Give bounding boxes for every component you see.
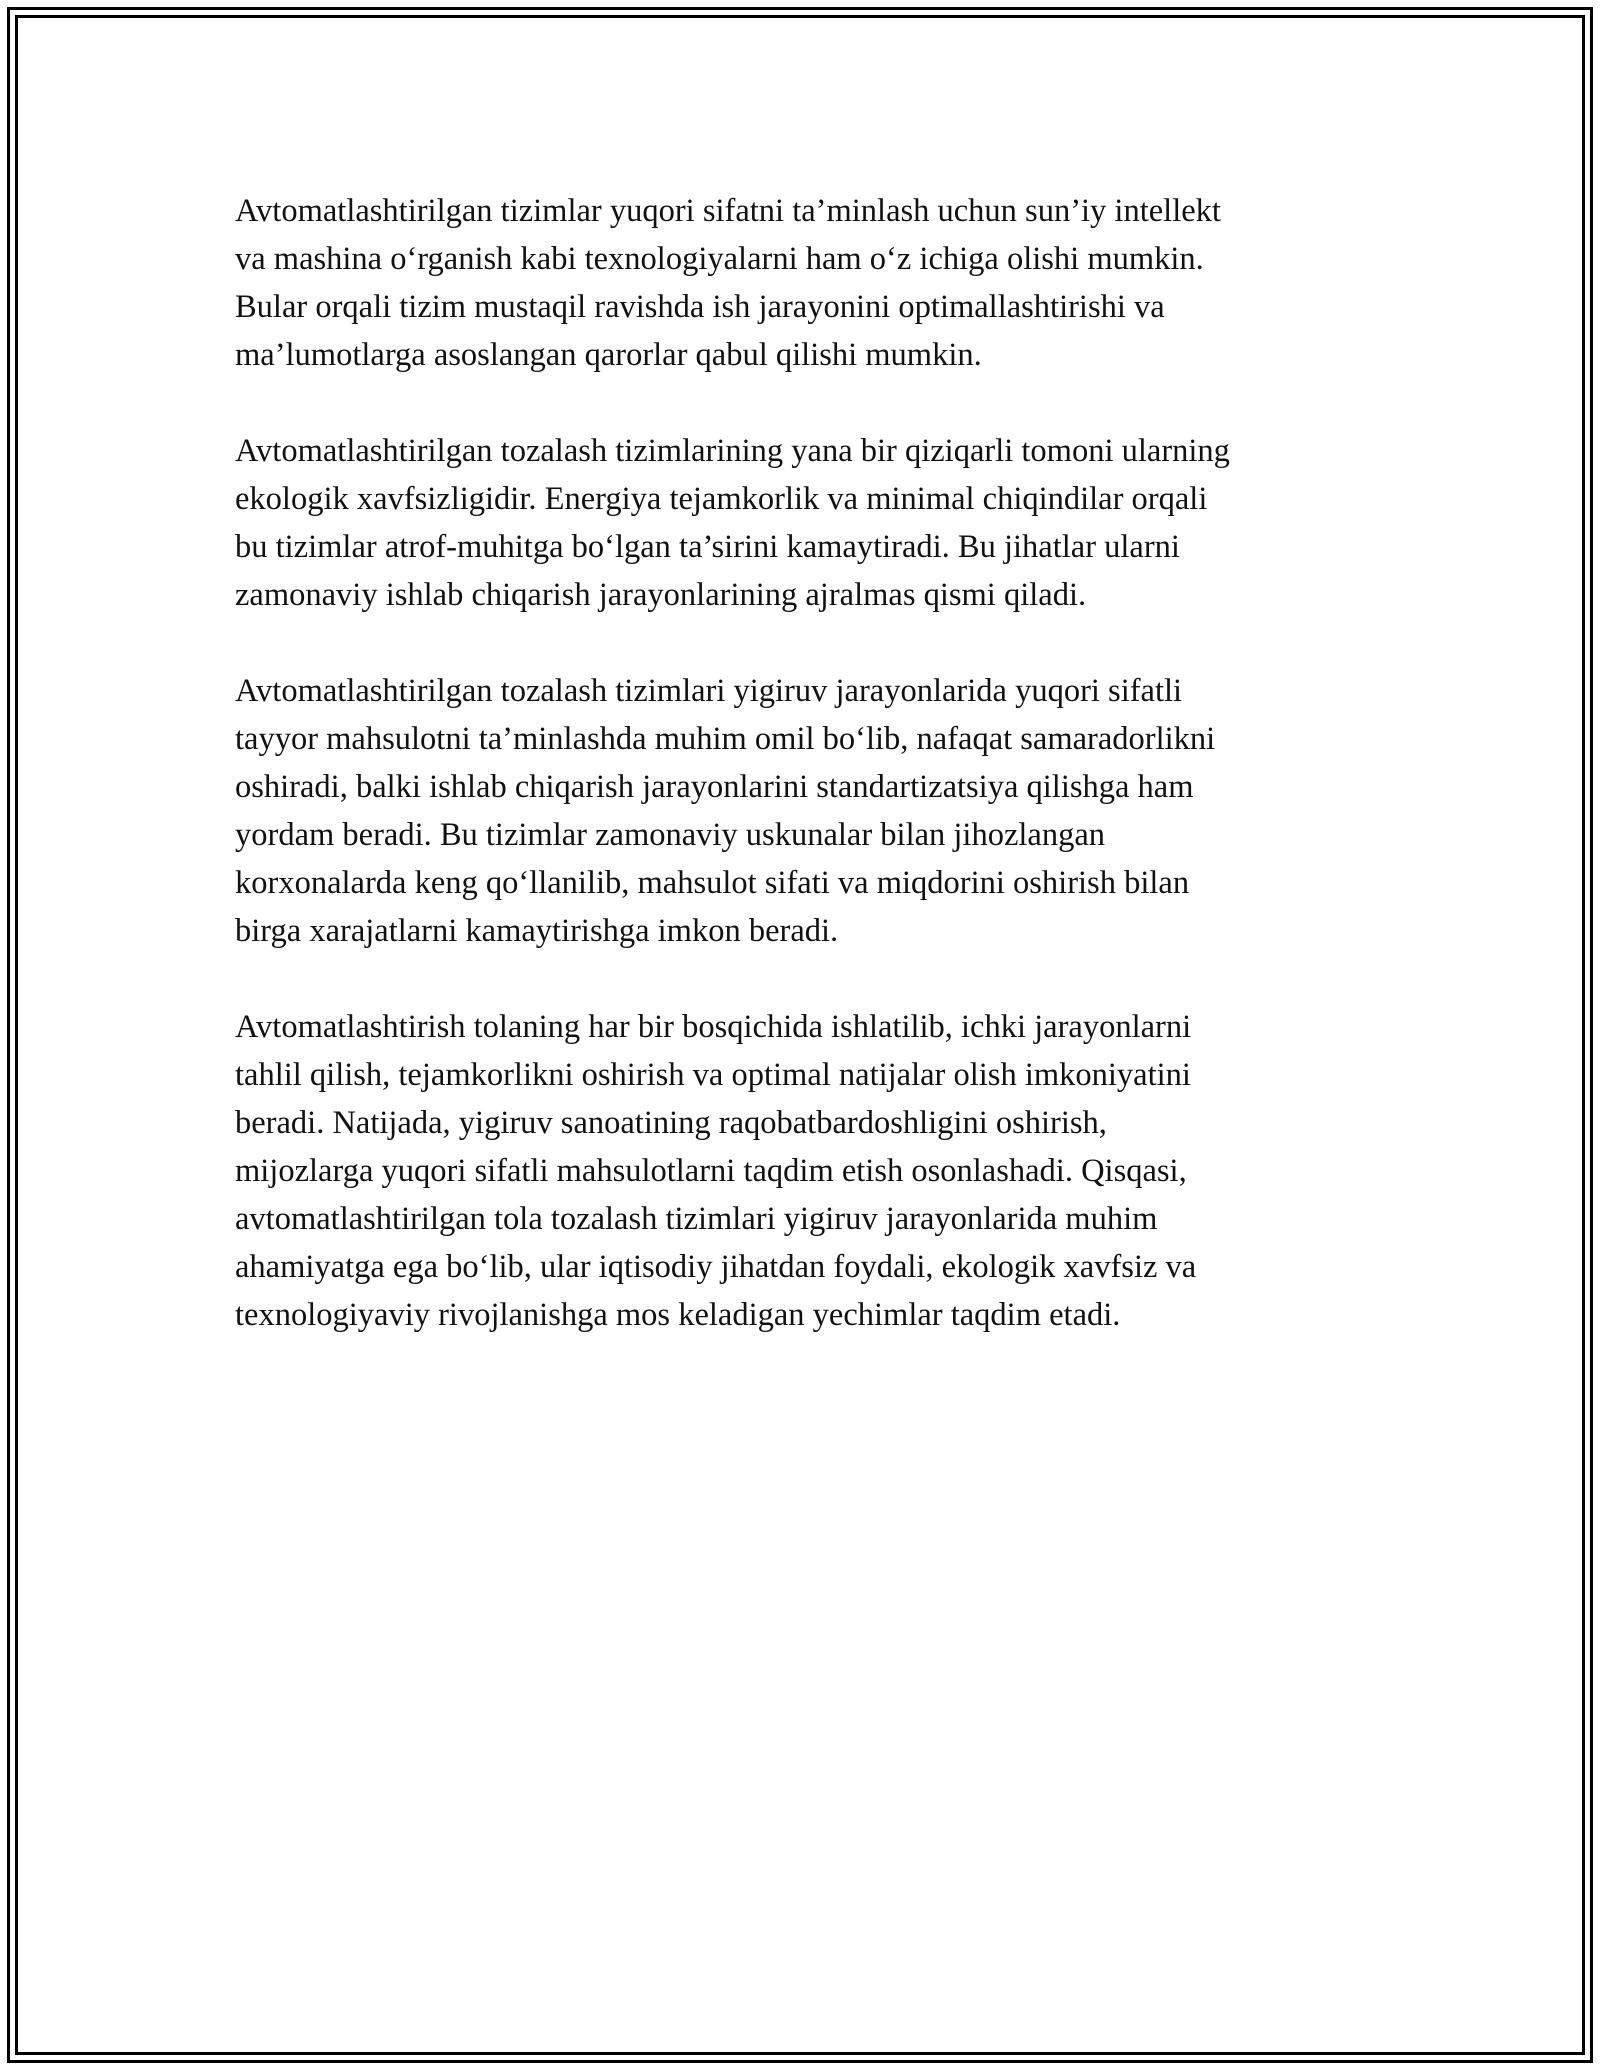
document-body [235,187,1375,1387]
paragraph-ai-ml: Avtomatlashtirilgan tizimlar yuqori sifatni ta’minlash uchun sun’iy intellekt va mashina o‘rganish kabi texnologiyalarni ham o‘z ichiga olishi mumkin. Bular orqali tizim mustaqil ravishda ish jarayonini optimallashtirishi va ma’lumotlarga asoslangan qarorlar qabul qilishi mumkin. [235,193,1221,373]
paragraph-conclusion: Avtomatlashtirish tolaning har bir bosqichida ishlatilib, ichki jarayonlarni tahlil qilish, tejamkorlikni oshirish va optimal natijalar olish imkoniyatini beradi. Natijada, yigiruv sanoatining raqobatbardoshligini oshirish, mijozlarga yuqori sifatli mahsulotlarni taqdim etish osonlashadi. Qisqasi, avtomatlashtirilgan tola tozalash tizimlari yigiruv jarayonlarida muhim ahamiyatga ega bo‘lib, ular iqtisodiy jihatdan foydali, ekologik xavfsiz va texnologiyaviy rivojlanishga mos keladigan yechimlar taqdim etadi. [235,1009,1197,1333]
paragraph-ecology: Avtomatlashtirilgan tozalash tizimlarining yana bir qiziqarli tomoni ularning ekologik xavfsizligidir. Energiya tejamkorlik va minimal chiqindilar orqali bu tizimlar atrof-muhitga bo‘lgan ta’sirini kamaytiradi. Bu jihatlar ularni zamonaviy ishlab chiqarish jarayonlarining ajralmas qismi qiladi. [235,433,1230,613]
paragraph-quality: Avtomatlashtirilgan tozalash tizimlari yigiruv jarayonlarida yuqori sifatli tayyor mahsulotni ta’minlashda muhim omil bo‘lib, nafaqat samaradorlikni oshiradi, balki ishlab chiqarish jarayonlarini standartizatsiya qilishga ham yordam beradi. Bu tizimlar zamonaviy uskunalar bilan jihozlangan korxonalarda keng qo‘llanilib, mahsulot sifati va miqdorini oshirish bilan birga xarajatlarni kamaytirishga imkon beradi. [235,673,1216,949]
